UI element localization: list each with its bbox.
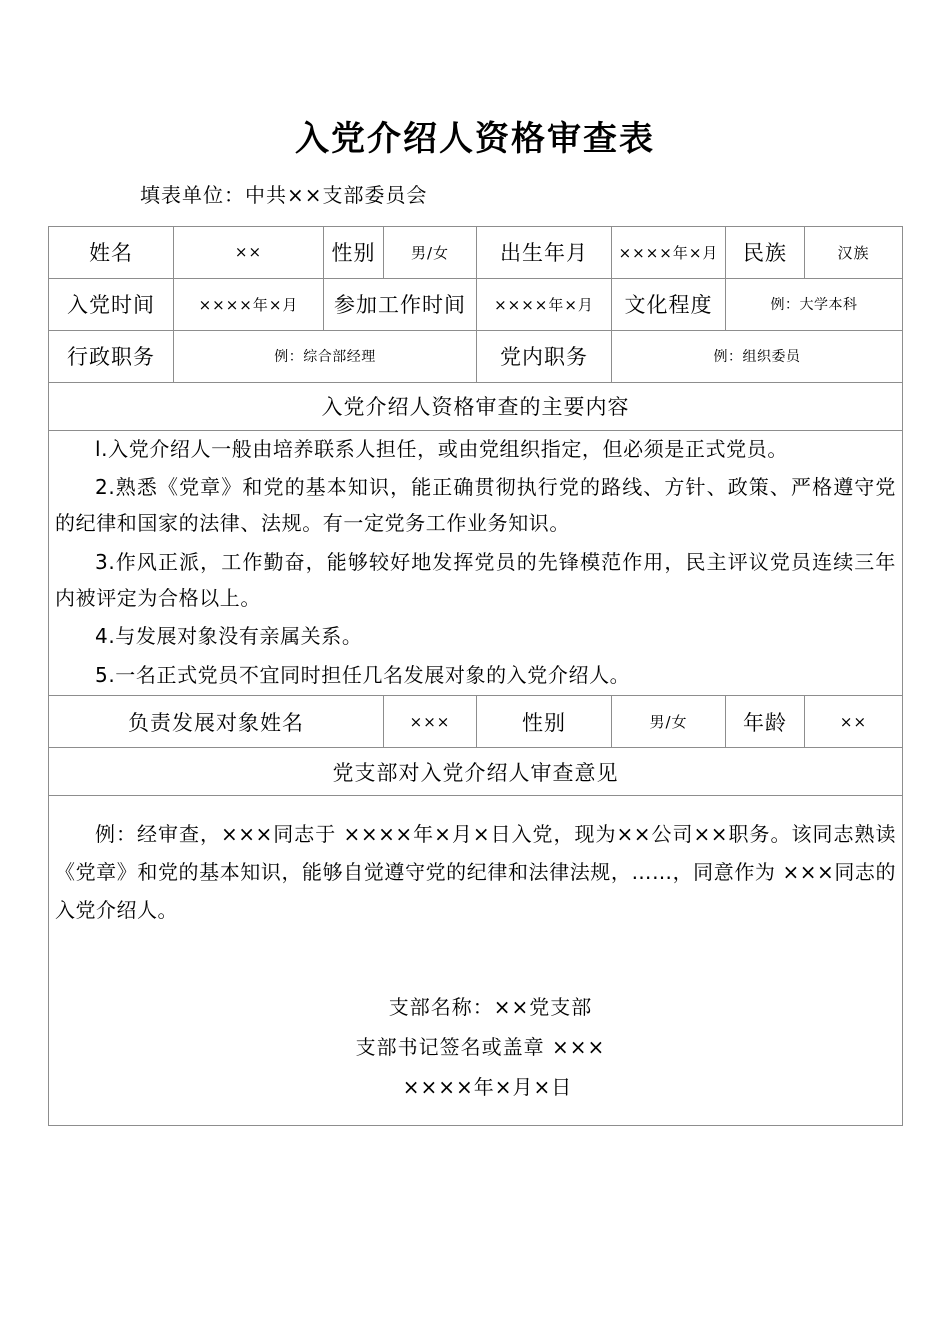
label-ethnicity: 民族: [726, 226, 805, 278]
label-birth-date: 出生年月: [477, 226, 612, 278]
label-party-post: 党内职务: [477, 330, 612, 382]
value-work-start-date[interactable]: ××××年×月: [477, 278, 612, 330]
value-ethnicity[interactable]: 汉族: [805, 226, 903, 278]
label-gender: 性别: [324, 226, 384, 278]
value-admin-post[interactable]: 例：综合部经理: [174, 330, 477, 382]
opinion-body-text: 例：经审查，×××同志于 ××××年×月×日入党，现为××公司××职务。该同志熟读《党章》和党的基本知识，能够自觉遵守党的纪律和法律法规，……，同意作为 ×××同志的入党介绍人。: [55, 821, 896, 922]
table-row-review-content: [49, 430, 903, 696]
value-party-post[interactable]: 例：组织委员: [612, 330, 903, 382]
label-education: 文化程度: [612, 278, 726, 330]
table-row-basic-1: [49, 226, 903, 278]
opinion-section-header: 党支部对入党介绍人审查意见: [49, 748, 903, 796]
label-development-target-gender: 性别: [477, 696, 612, 748]
table-row-basic-2: [49, 278, 903, 330]
label-work-start-date: 参加工作时间: [324, 278, 477, 330]
review-item-2: 2.熟悉《党章》和党的基本知识，能正确贯彻执行党的路线、方针、政策、严格遵守党的纪律和国家的法律、法规。有一定党务工作业务知识。: [55, 474, 896, 536]
secretary-signature-line: 支部书记签名或盖章 ×××: [355, 1034, 606, 1059]
form-container: [0, 208, 950, 1127]
value-education[interactable]: 例：大学本科: [726, 278, 903, 330]
label-admin-post: 行政职务: [49, 330, 174, 382]
label-development-target-age: 年龄: [726, 696, 805, 748]
value-development-target-name[interactable]: ×××: [384, 696, 477, 748]
label-join-party-date: 入党时间: [49, 278, 174, 330]
qualification-review-table: [48, 226, 903, 1127]
value-name[interactable]: ××: [174, 226, 324, 278]
table-row-opinion-content: [49, 796, 903, 1126]
review-item-3: 3.作风正派，工作勤奋，能够较好地发挥党员的先锋模范作用，民主评议党员连续三年内被评定为合格以上。: [55, 549, 896, 611]
value-gender[interactable]: 男/女: [384, 226, 477, 278]
table-row-basic-3: [49, 330, 903, 382]
filling-unit-subtitle: 填表单位：中共××支部委员会: [140, 182, 428, 207]
value-birth-date[interactable]: ××××年×月: [612, 226, 726, 278]
table-row-review-header: [49, 382, 903, 430]
signature-block: [55, 987, 896, 1107]
table-row-development-target: [49, 696, 903, 748]
table-row-opinion-header: [49, 748, 903, 796]
opinion-content-cell: [49, 796, 903, 1126]
review-item-5: 5.一名正式党员不宜同时担任几名发展对象的入党介绍人。: [95, 662, 631, 687]
review-item-1: l.入党介绍人一般由培养联系人担任，或由党组织指定，但必须是正式党员。: [95, 436, 788, 461]
review-section-header: 入党介绍人资格审查的主要内容: [49, 382, 903, 430]
review-item-4: 4.与发展对象没有亲属关系。: [95, 624, 363, 649]
label-development-target-name: 负责发展对象姓名: [49, 696, 384, 748]
page-title: 入党介绍人资格审查表: [295, 119, 655, 159]
value-development-target-age[interactable]: ××: [805, 696, 903, 748]
label-name: 姓名: [49, 226, 174, 278]
signature-date-line: ××××年×月×日: [402, 1074, 573, 1099]
value-development-target-gender[interactable]: 男/女: [612, 696, 726, 748]
value-join-party-date[interactable]: ××××年×月: [174, 278, 324, 330]
review-content-cell: [49, 430, 903, 696]
branch-name-line: 支部名称：××党支部: [388, 994, 593, 1019]
